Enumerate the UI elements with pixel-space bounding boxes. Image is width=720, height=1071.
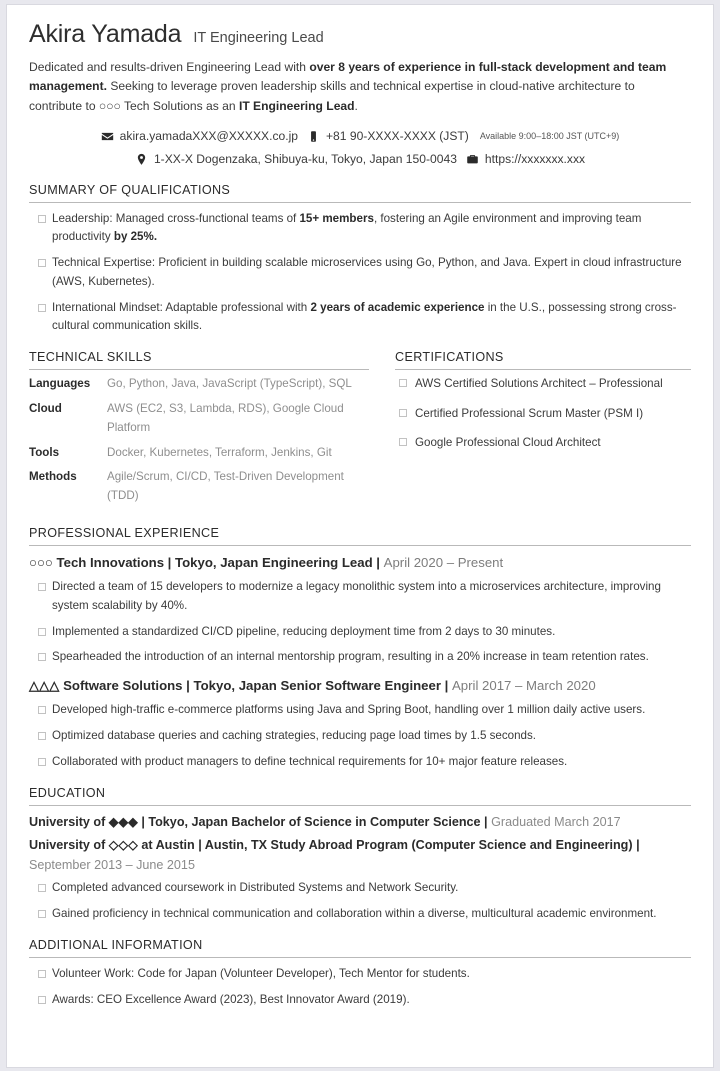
list-item: Implemented a standardized CI/CD pipeline, reducing deployment time from 2 days to 30 minutes. <box>29 623 691 642</box>
entry-heading-dates: April 2017 – March 2020 <box>452 678 596 694</box>
list-item: Awards: CEO Excellence Award (2023), Best Innovator Award (2019). <box>29 991 691 1010</box>
contact-line-secondary <box>29 150 691 168</box>
table-row <box>29 468 369 512</box>
list-item: AWS Certified Solutions Architect – Professional <box>395 375 691 394</box>
envelope-icon <box>101 130 114 143</box>
body-text: Dedicated and results-driven Engineering Lead with <box>29 59 310 74</box>
contact-address-text: 1-XX-X Dogenzaka, Shibuya-ku, Tokyo, Japan 150-0043 <box>153 152 457 167</box>
entry-heading-dates: Graduated March 2017 <box>491 814 621 829</box>
list-item: Volunteer Work: Code for Japan (Volunteer Developer), Tech Mentor for students. <box>29 965 691 984</box>
entry-heading-main: ○○○ Tech Innovations | Tokyo, Japan Engineering Lead | <box>29 554 384 570</box>
list-item: Optimized database queries and caching strategies, reducing page load times by 1.5 seconds. <box>29 727 691 746</box>
list-item <box>29 299 691 337</box>
list-item: Completed advanced coursework in Distributed Systems and Network Security. <box>29 879 691 898</box>
section-summary-of-qualifications <box>29 183 691 337</box>
entry-heading-main: University of ◆◆◆ | Tokyo, Japan Bachelor of Science in Computer Science | <box>29 814 492 829</box>
entry-heading <box>29 813 691 833</box>
contact-address <box>135 150 457 168</box>
contact-email[interactable] <box>101 127 298 145</box>
contact-website[interactable] <box>466 150 585 168</box>
location-pin-icon <box>135 153 148 166</box>
experience-bullet-list <box>29 701 691 771</box>
section-heading: TECHNICAL SKILLS <box>29 350 369 370</box>
list-item: Gained proficiency in technical communication and collaboration within a diverse, multicultural academic environment. <box>29 905 691 924</box>
list-item: Spearheaded the introduction of an internal mentorship program, resulting in a 20% increase in team retention rates. <box>29 648 691 667</box>
body-text: . <box>354 98 358 113</box>
skill-category-label: Cloud <box>29 401 62 415</box>
certifications-list <box>395 375 691 453</box>
emphasis-text: IT Engineering Lead <box>238 98 355 113</box>
emphasis-text: over 8 years of experience in full-stack development and team management. <box>29 59 667 94</box>
entry-heading <box>29 553 691 572</box>
technical-skills-table <box>29 375 369 512</box>
body-text: Tech Solutions as an <box>120 98 239 113</box>
list-item <box>29 210 691 248</box>
contact-email-text: akira.yamadaXXX@XXXXX.co.jp <box>119 129 298 144</box>
body-text: Leadership: Managed cross-functional teams of <box>52 211 300 225</box>
section-technical-skills <box>29 350 369 512</box>
professional-summary <box>29 58 691 117</box>
skill-value: AWS (EC2, S3, Lambda, RDS), Google Cloud Platform <box>107 401 344 434</box>
section-heading: SUMMARY OF QUALIFICATIONS <box>29 183 691 203</box>
body-text: Technical Expertise: Proficient in building scalable microservices using Go, Python, and Java. Expert in cloud infrastructure (AWS, Kubernetes). <box>52 256 682 288</box>
education-entries <box>29 813 691 876</box>
section-heading: CERTIFICATIONS <box>395 350 691 370</box>
entry-heading-main: △△△ Software Solutions | Tokyo, Japan Senior Software Engineer | <box>29 678 452 694</box>
list-item: Developed high-traffic e-commerce platforms using Java and Spring Boot, handling over 1 million daily active users. <box>29 701 691 720</box>
page-title: Akira Yamada <box>29 20 182 48</box>
table-row <box>29 375 369 400</box>
emphasis-text: 2 years of academic experience <box>310 300 485 314</box>
list-item: Collaborated with product managers to define technical requirements for 10+ major feature releases. <box>29 753 691 772</box>
contact-availability-note: Available 9:00–18:00 JST (UTC+9) <box>479 130 620 141</box>
header-job-title: IT Engineering Lead <box>193 30 324 46</box>
body-text: in the U.S., possessing strong cross-cultural communication skills. <box>52 300 677 333</box>
section-heading: EDUCATION <box>29 786 691 806</box>
entry-heading-dates: September 2013 – June 2015 <box>29 857 195 872</box>
skill-category-label: Methods <box>29 470 77 484</box>
body-text: , fostering an Agile environment and improving team productivity <box>52 211 642 244</box>
body-text: International Mindset: Adaptable professional with <box>52 300 311 314</box>
section-additional-information <box>29 938 691 1010</box>
skill-value: Agile/Scrum, CI/CD, Test-Driven Development (TDD) <box>107 470 344 503</box>
emphasis-text: 15+ members <box>299 211 374 225</box>
emphasis-text: by 25%. <box>113 230 158 244</box>
table-row <box>29 444 369 469</box>
section-heading: ADDITIONAL INFORMATION <box>29 938 691 958</box>
experience-bullet-list <box>29 578 691 667</box>
skill-category-label: Languages <box>29 377 91 391</box>
experience-entry <box>29 676 691 771</box>
section-education <box>29 786 691 924</box>
contact-line-primary <box>29 127 691 145</box>
entry-heading <box>29 676 691 695</box>
briefcase-icon <box>466 153 479 166</box>
contact-website-text: https://xxxxxxx.xxx <box>484 152 586 167</box>
experience-entry <box>29 553 691 667</box>
skills-certifications-row <box>29 350 691 512</box>
body-text: Seeking to leverage proven leadership skills and technical expertise in cloud-native architecture to contribute to <box>29 79 635 113</box>
resume-header <box>29 21 691 49</box>
list-item: Google Professional Cloud Architect <box>395 434 691 453</box>
body-text: ○○○ <box>98 98 121 113</box>
entry-heading-main: University of ◇◇◇ at Austin | Austin, TX Study Abroad Program (Computer Science and Engineering) | <box>29 838 640 853</box>
resume-page <box>6 4 714 1068</box>
table-row <box>29 400 369 444</box>
skill-category-label: Tools <box>29 445 60 459</box>
contact-phone-text: +81 90-XXXX-XXXX (JST) <box>325 129 469 144</box>
experience-entries <box>29 553 691 772</box>
summary-bullet-list <box>29 210 691 337</box>
skill-value: Go, Python, Java, JavaScript (TypeScript), SQL <box>107 377 352 391</box>
skill-value: Docker, Kubernetes, Terraform, Jenkins, Git <box>107 445 332 459</box>
entry-heading-dates: April 2020 – Present <box>383 554 504 570</box>
section-professional-experience <box>29 526 691 772</box>
section-certifications <box>395 350 691 512</box>
list-item <box>29 254 691 292</box>
list-item: Certified Professional Scrum Master (PSM I) <box>395 405 691 424</box>
contact-phone[interactable] <box>307 127 469 145</box>
education-bullet-list <box>29 879 691 924</box>
list-item: Directed a team of 15 developers to modernize a legacy monolithic system into a microservices architecture, improving system scalability by 40%. <box>29 578 691 616</box>
additional-bullet-list <box>29 965 691 1010</box>
mobile-phone-icon <box>307 130 320 143</box>
entry-heading <box>29 836 691 875</box>
section-heading: PROFESSIONAL EXPERIENCE <box>29 526 691 546</box>
